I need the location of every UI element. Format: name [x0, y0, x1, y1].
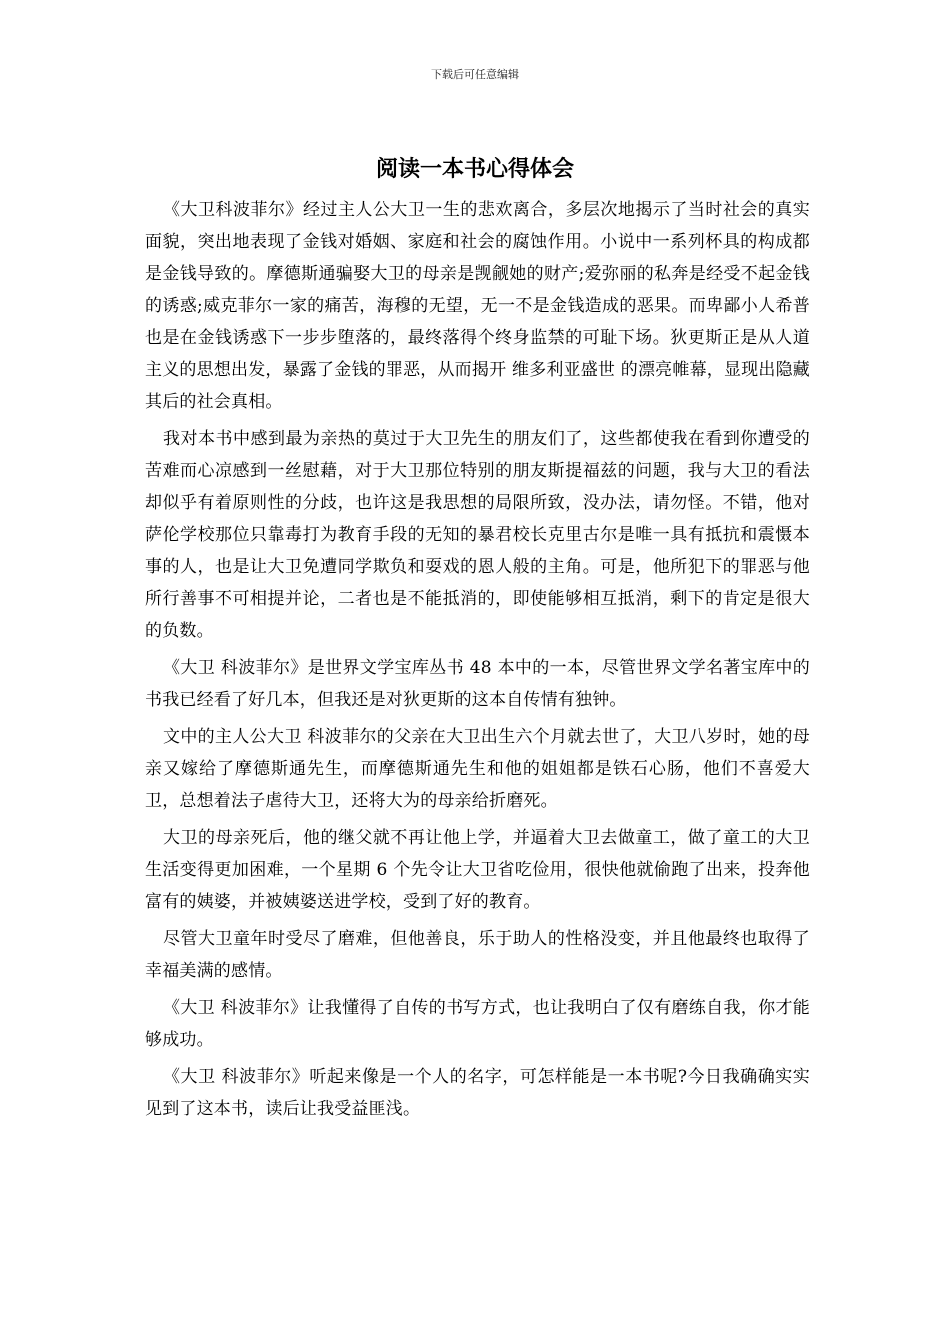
- paragraph-6: 尽管大卫童年时受尽了磨难，但他善良，乐于助人的性格没变，并且他最终也取得了幸福美满的感情。: [145, 929, 810, 981]
- paragraph-3: 《大卫 科波菲尔》是世界文学宝库丛书 48 本中的一本，尽管世界文学名著宝库中的书我已经看了好几本，但我还是对狄更斯的这本自传情有独钟。: [145, 658, 810, 710]
- document-body: [145, 194, 810, 1130]
- paragraph-5: 大卫的母亲死后，他的继父就不再让他上学，并逼着大卫去做童工，做了童工的大卫生活变得更加困难，一个星期 6 个先令让大卫省吃俭用，很快他就偷跑了出来，投奔他富有的姨婆，并被姨婆送进学校，受到了好的教育。: [145, 828, 810, 912]
- document-title: 阅读一本书心得体会: [375, 157, 574, 182]
- paragraph-7: 《大卫 科波菲尔》让我懂得了自传的书写方式，也让我明白了仅有磨练自我，你才能够成功。: [145, 998, 810, 1050]
- paragraph-8: 《大卫 科波菲尔》听起来像是一个人的名字，可怎样能是一本书呢?今日我确确实实见到了这本书，读后让我受益匪浅。: [145, 1067, 810, 1119]
- header-note: 下载后可任意编辑: [431, 68, 519, 81]
- paragraph-4: 文中的主人公大卫 科波菲尔的父亲在大卫出生六个月就去世了，大卫八岁时，她的母亲又嫁给了摩德斯通先生，而摩德斯通先生和他的姐姐都是铁石心肠，他们不喜爱大卫，总想着法子虐待大卫，还将大为的母亲给折磨死。: [145, 727, 810, 811]
- paragraph-1: 《大卫科波菲尔》经过主人公大卫一生的悲欢离合，多层次地揭示了当时社会的真实面貌，突出地表现了金钱对婚姻、家庭和社会的腐蚀作用。小说中一系列杯具的构成都是金钱导致的。摩德斯通骗娶大卫的母亲是觊觎她的财产;爱弥丽的私奔是经受不起金钱的诱惑;威克菲尔一家的痛苦，海穆的无望，无一不是金钱造成的恶果。而卑鄙小人希普也是在金钱诱惑下一步步堕落的，最终落得个终身监禁的可耻下场。狄更斯正是从人道主义的思想出发，暴露了金钱的罪恶，从而揭开 维多利亚盛世 的漂亮帷幕，显现出隐藏其后的社会真相。: [145, 200, 810, 412]
- paragraph-2: 我对本书中感到最为亲热的莫过于大卫先生的朋友们了，这些都使我在看到你遭受的苦难而心凉感到一丝慰藉，对于大卫那位特别的朋友斯提福兹的问题，我与大卫的看法却似乎有着原则性的分歧，也许这是我思想的局限所致，没办法，请勿怪。不错，他对萨伦学校那位只靠毒打为教育手段的无知的暴君校长克里古尔是唯一具有抵抗和震慑本事的人，也是让大卫免遭同学欺负和耍戏的恩人般的主角。可是，他所犯下的罪恶与他所行善事不可相提并论，二者也是不能抵消的，即使能够相互抵消，剩下的肯定是很大的负数。: [145, 429, 810, 641]
